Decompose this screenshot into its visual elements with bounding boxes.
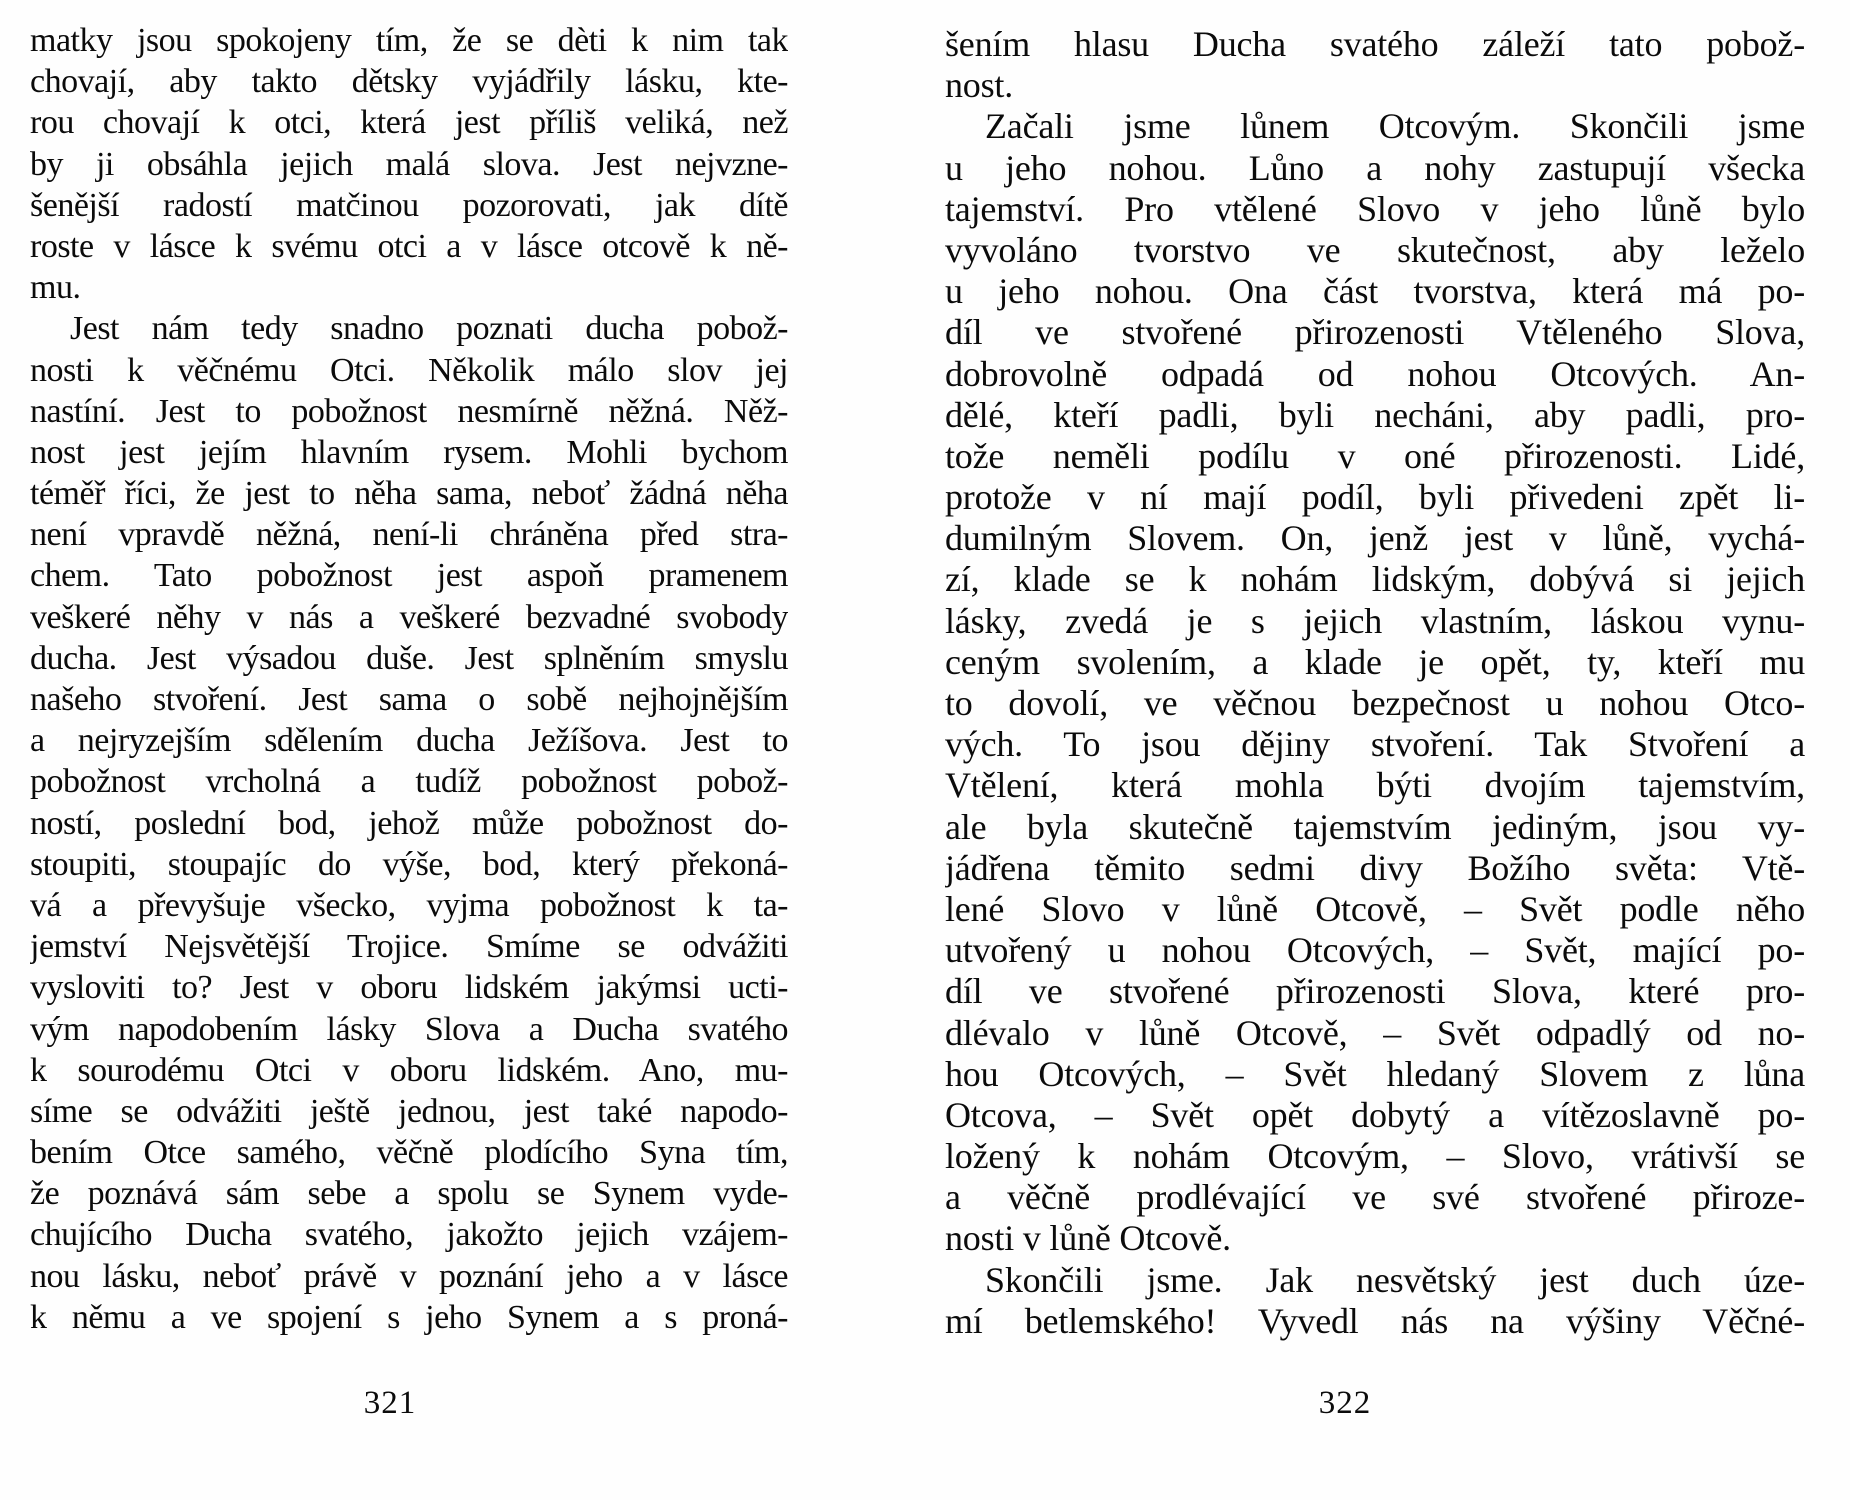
text-line: lásky, zvedá je s jejich vlastním, láskou vynu- <box>945 600 1805 641</box>
text-line: Začali jsme lůnem Otcovým. Skončili jsme <box>985 106 1805 147</box>
text-line: Otcova, – Svět opět dobytý a vítězoslavně po- <box>945 1094 1805 1135</box>
text-line: mu. <box>30 269 81 307</box>
page-321-text-column <box>30 20 788 1338</box>
text-line: veškeré něhy v nás a veškeré bezvadné svobody <box>30 598 788 636</box>
text-line: díl ve stvořené přirozenosti Slova, které pro- <box>945 971 1805 1012</box>
text-line: chovají, aby takto dětsky vyjádřily lásku, kte- <box>30 63 788 101</box>
text-line: zí, klade se k nohám lidským, dobývá si jejich <box>945 559 1805 600</box>
text-line: dlévalo v lůně Otcově, – Svět odpadlý od no- <box>945 1012 1805 1053</box>
text-line: dumilným Slovem. On, jenž jest v lůně, vychá- <box>945 518 1805 559</box>
text-line: dobrovolně odpadá od nohou Otcových. An- <box>945 353 1805 394</box>
text-line: vým napodobením lásky Slova a Ducha svatého <box>30 1010 788 1048</box>
text-line: bením Otce samého, věčně plodícího Syna tím, <box>30 1134 788 1172</box>
text-line: díl ve stvořené přirozenosti Vtěleného Slova, <box>945 312 1805 353</box>
text-line: ducha. Jest výsadou duše. Jest splněním smyslu <box>30 639 788 677</box>
text-line: stoupiti, stoupajíc do výše, bod, který překoná- <box>30 845 788 883</box>
text-line: hou Otcových, – Svět hledaný Slovem z lůna <box>945 1053 1805 1094</box>
text-line: našeho stvoření. Jest sama o sobě nejhojnějším <box>30 681 788 718</box>
text-line: vysloviti to? Jest v oboru lidském jakýmsi ucti- <box>30 969 788 1007</box>
text-line: rou chovají k otci, která jest příliš veliká, než <box>30 104 788 142</box>
text-line: mí betlemského! Vyvedl nás na výšiny Věčné- <box>945 1300 1805 1341</box>
text-line: vá a převyšuje všecko, vyjma pobožnost k ta- <box>30 886 788 924</box>
text-line: ností, poslední bod, jehož může pobožnost do- <box>30 804 788 842</box>
text-line: nosti k věčnému Otci. Několik málo slov jej <box>30 351 788 389</box>
page-number-322: 322 <box>1318 1385 1372 1421</box>
text-line: k sourodému Otci v oboru lidském. Ano, mu- <box>30 1051 788 1089</box>
text-line: šenější radostí matčinou pozorovati, jak dítě <box>30 186 788 224</box>
text-line: nastíní. Jest to pobožnost nesmírně něžná. Něž- <box>30 392 788 430</box>
text-line: vých. To jsou dějiny stvoření. Tak Stvoření a <box>945 724 1805 765</box>
text-line: chem. Tato pobožnost jest aspoň pramenem <box>30 557 788 595</box>
text-line: nou lásku, neboť právě v poznání jeho a v lásce <box>30 1257 788 1295</box>
text-line: ceným svolením, a klade je opět, ty, kteří mu <box>945 641 1805 682</box>
text-line: dělé, kteří padli, byli necháni, aby padli, pro- <box>945 394 1805 435</box>
text-line: že poznává sám sebe a spolu se Synem vyde- <box>30 1175 788 1213</box>
text-line: roste v lásce k svému otci a v lásce otcově k ně- <box>30 227 788 265</box>
text-line: nosti v lůně Otcově. <box>945 1218 1231 1259</box>
text-line: vyvoláno tvorstvo ve skutečnost, aby leželo <box>945 229 1805 270</box>
page-322-text-column <box>945 24 1805 1342</box>
text-line: Vtělení, která mohla býti dvojím tajemstvím, <box>945 765 1805 806</box>
text-line: k němu a ve spojení s jeho Synem a s proná- <box>30 1298 788 1336</box>
text-line: šením hlasu Ducha svatého záleží tato pobož- <box>945 24 1805 64</box>
text-line: protože v ní mají podíl, byli přivedeni zpět li- <box>945 477 1805 518</box>
text-line: utvořený u nohou Otcových, – Svět, mající po- <box>945 930 1805 971</box>
text-line: matky jsou spokojeny tím, že se dèti k nim tak <box>30 22 788 59</box>
text-line: to dovolí, ve věčnou bezpečnost u nohou Otco- <box>945 683 1805 723</box>
text-line: a věčně prodlévající ve své stvořené přiroze- <box>945 1177 1805 1218</box>
text-line: u jeho nohou. Ona část tvorstva, která má po- <box>945 271 1805 312</box>
text-line: jemství Nejsvětější Trojice. Smíme se odvážiti <box>30 928 788 966</box>
text-line: téměř říci, že jest to něha sama, neboť žádná něha <box>30 475 788 513</box>
text-line: nost. <box>945 65 1014 106</box>
text-line: ale byla skutečně tajemstvím jediným, jsou vy- <box>945 806 1805 847</box>
text-line: nost jest jejím hlavním rysem. Mohli bychom <box>30 433 788 471</box>
text-line: by ji obsáhla jejich malá slova. Jest nejvzne- <box>30 145 788 183</box>
text-line: lené Slovo v lůně Otcově, – Svět podle něho <box>945 888 1805 929</box>
text-line: tože neměli podílu v oné přirozenosti. Lidé, <box>945 435 1805 476</box>
text-line: síme se odvážiti ještě jednou, jest také napodo- <box>30 1092 788 1130</box>
text-line: u jeho nohou. Lůno a nohy zastupují všecka <box>945 147 1805 188</box>
page-number-321: 321 <box>363 1385 417 1421</box>
text-line: ložený k nohám Otcovým, – Slovo, vrátivší se <box>945 1136 1805 1177</box>
text-line: Jest nám tedy snadno poznati ducha pobož- <box>70 310 788 348</box>
text-line: pobožnost vrcholná a tudíž pobožnost pobož- <box>30 763 788 801</box>
text-line: jádřena těmito sedmi divy Božího světa: Vtě- <box>945 847 1805 888</box>
text-line: Skončili jsme. Jak nesvětský jest duch úze- <box>985 1259 1805 1300</box>
text-line: a nejryzejším sdělením ducha Ježíšova. Jest to <box>30 722 788 760</box>
text-line: není vpravdě něžná, není-li chráněna před stra- <box>30 516 788 554</box>
text-line: tajemství. Pro vtělené Slovo v jeho lůně bylo <box>945 188 1805 229</box>
text-line: chujícího Ducha svatého, jakožto jejich vzájem- <box>30 1216 788 1254</box>
